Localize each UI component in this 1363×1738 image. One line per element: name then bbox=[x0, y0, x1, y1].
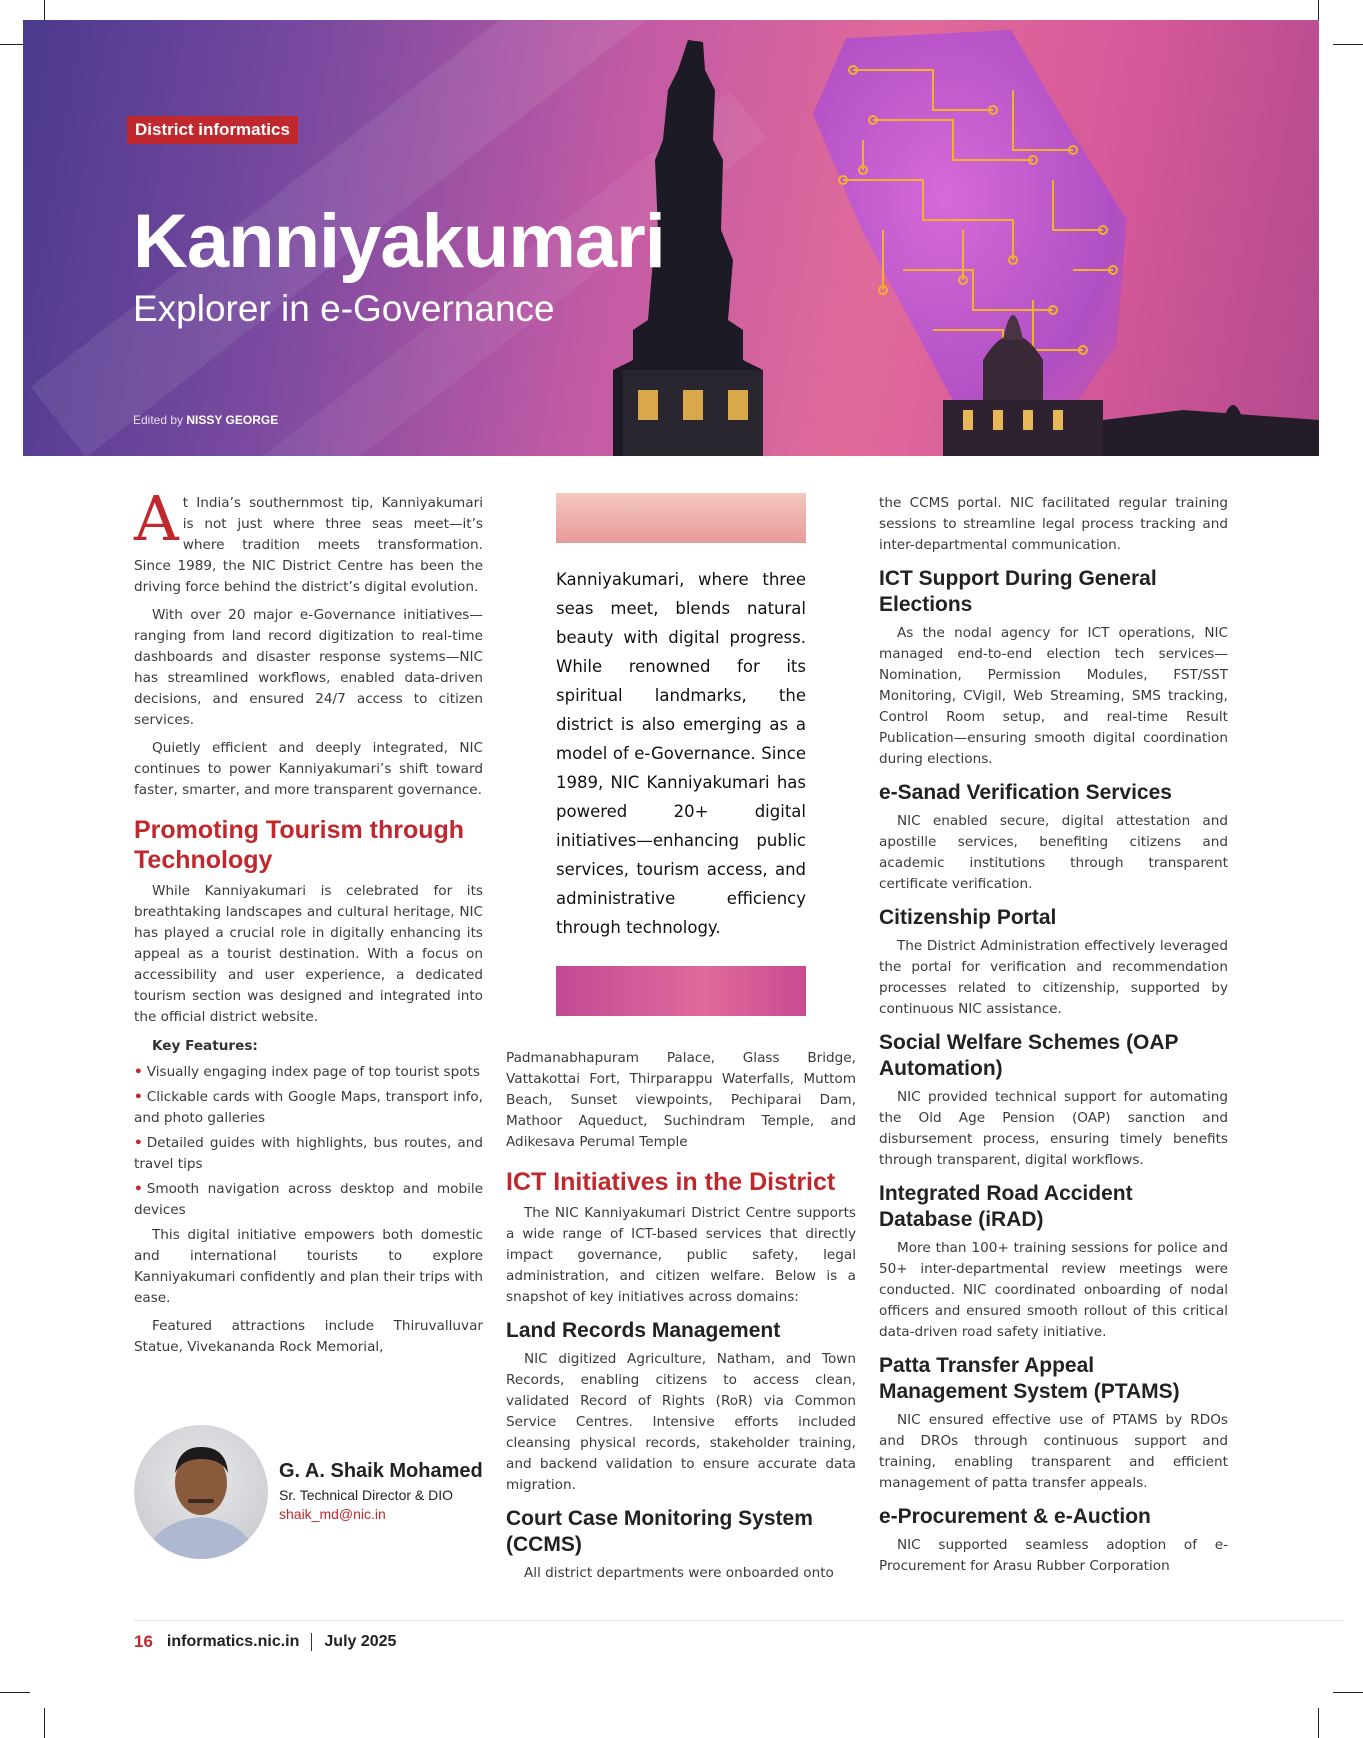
page-footer bbox=[134, 1632, 396, 1652]
subheading-ptams: Patta Transfer Appeal Management System (PTAMS) bbox=[879, 1354, 1180, 1403]
list-item-text: Detailed guides with highlights, bus routes, and travel tips bbox=[134, 1135, 483, 1172]
paragraph: Quietly efficient and deeply integrated, NIC continues to power Kanniyakumari’s shift toward faster, smarter, and more transparent governance. bbox=[134, 740, 483, 798]
paragraph: NIC ensured effective use of PTAMS by RDOs and DROs through continuous support and training, enabling transparent and efficient management of patta transfer appeals. bbox=[879, 1412, 1228, 1491]
author-name: G. A. Shaik Mohamed bbox=[279, 1460, 483, 1482]
paragraph: NIC enabled secure, digital attestation and apostille services, benefiting citizens and academic institutions through transparent certificate verification. bbox=[879, 813, 1228, 892]
bullet-icon: • bbox=[134, 1181, 143, 1197]
subheading-land-records: Land Records Management bbox=[506, 1319, 781, 1342]
pull-quote-decoration bbox=[556, 966, 806, 1016]
crop-mark bbox=[1333, 44, 1363, 45]
footer-divider bbox=[134, 1620, 1344, 1621]
author-role: Sr. Technical Director & DIO bbox=[279, 1487, 454, 1503]
paragraph: NIC digitized Agriculture, Natham, and Town Records, enabling citizens to access clean, validated Record of Rights (RoR) via Common Service Centres. Intensive efforts included cleansing physical records, stakeholder training, and backend validation to ensure accurate data migration. bbox=[506, 1351, 856, 1493]
list-item bbox=[134, 1087, 483, 1129]
bullet-icon: • bbox=[134, 1135, 143, 1151]
paragraph: Featured attractions include Thiruvalluvar Statue, Vivekananda Rock Memorial, bbox=[134, 1318, 483, 1355]
key-features-list bbox=[134, 1062, 483, 1221]
key-features-label: Key Features: bbox=[152, 1038, 258, 1054]
paragraph: the CCMS portal. NIC facilitated regular training sessions to streamline legal process tracking and inter-departmental communication. bbox=[879, 495, 1228, 553]
pull-quote: Kanniyakumari, where three seas meet, blends natural beauty with digital progress. While renowned for its spiritual landmarks, the district is also emerging as a model of e-Governance. Since 1989, NIC Kanniyakumari has powered 20+ digital initiatives—enhancing public services, tourism access, and administrative efficiency through technology. bbox=[556, 570, 806, 937]
author-portrait-graphic bbox=[134, 1425, 268, 1559]
bullet-icon: • bbox=[134, 1089, 143, 1105]
bullet-icon: • bbox=[134, 1064, 143, 1080]
paragraph: All district departments were onboarded onto bbox=[524, 1565, 834, 1581]
author-photo bbox=[134, 1425, 268, 1559]
crop-mark bbox=[0, 1692, 30, 1693]
drop-cap: A bbox=[134, 482, 179, 555]
paragraph: As the nodal agency for ICT operations, NIC managed end-to-end election tech services—Nomination, Permission Modules, FST/SST Monitoring, CVigil, Web Streaming, SMS tracking, Control Room setup, and real-time Result Publication—ensuring smooth digital coordination during elections. bbox=[879, 625, 1228, 767]
footer-site-link[interactable]: informatics.nic.in bbox=[166, 1633, 300, 1650]
memorial-temple-graphic bbox=[923, 270, 1319, 456]
hero-banner bbox=[23, 20, 1319, 456]
author-email-link[interactable]: shaik_md@nic.in bbox=[279, 1506, 386, 1522]
crop-mark bbox=[1318, 1708, 1319, 1738]
list-item-text: Visually engaging index page of top tourist spots bbox=[146, 1064, 480, 1080]
crop-mark bbox=[1333, 1692, 1363, 1693]
editor-credit bbox=[133, 413, 278, 427]
paragraph: The NIC Kanniyakumari District Centre supports a wide range of ICT-based services that directly impact governance, public safety, legal administration, and citizen welfare. Below is a snapshot of key initiatives across domains: bbox=[506, 1205, 856, 1305]
list-item-text: Clickable cards with Google Maps, transport info, and photo galleries bbox=[134, 1089, 483, 1126]
paragraph: NIC provided technical support for automating the Old Age Pension (OAP) sanction and disbursement process, ensuring timely benefits through transparent, digital workflows. bbox=[879, 1089, 1228, 1168]
intro-text: t India’s southernmost tip, Kanniyakumari is not just where three seas meet—it’s where tradition meets transformation. Since 1989, the NIC District Centre has been the driving force behind the district’s digital evolution. bbox=[134, 495, 483, 595]
article-column-3 bbox=[879, 493, 1228, 1584]
paragraph: The District Administration effectively leveraged the portal for verification and recommendation processes related to citizenship, supported by continuous NIC assistance. bbox=[879, 938, 1228, 1017]
subheading-eprocurement: e-Procurement & e-Auction bbox=[879, 1505, 1151, 1528]
list-item bbox=[134, 1062, 483, 1083]
article-column-1 bbox=[134, 482, 483, 1365]
section-tag: District informatics bbox=[127, 116, 298, 144]
subheading-esanad: e-Sanad Verification Services bbox=[879, 781, 1172, 804]
editor-name: NISSY GEORGE bbox=[186, 413, 279, 427]
list-item bbox=[134, 1179, 483, 1221]
paragraph: More than 100+ training sessions for police and 50+ inter-departmental review meetings were conducted. NIC coordinated onboarding of nodal officers and ensured smooth rollout of this critical data-driven road safety initiative. bbox=[879, 1240, 1228, 1340]
subheading-citizenship: Citizenship Portal bbox=[879, 906, 1057, 929]
subheading-ccms: Court Case Monitoring System (CCMS) bbox=[506, 1507, 813, 1556]
list-item-text: Smooth navigation across desktop and mobile devices bbox=[134, 1181, 483, 1218]
pull-quote-decoration bbox=[556, 493, 806, 543]
editor-prefix: Edited by bbox=[133, 413, 184, 427]
subheading-elections: ICT Support During General Elections bbox=[879, 567, 1157, 616]
subheading-irad: Integrated Road Accident Database (iRAD) bbox=[879, 1182, 1133, 1231]
paragraph: While Kanniyakumari is celebrated for its breathtaking landscapes and cultural heritage, NIC has played a crucial role in digitally enhancing its appeal as a tourist destination. With a focus on accessibility and user experience, a dedicated tourism section was designed and integrated into the official district website. bbox=[134, 883, 483, 1025]
paragraph: NIC supported seamless adoption of e-Procurement for Arasu Rubber Corporation bbox=[879, 1537, 1228, 1574]
article-column-2 bbox=[506, 493, 856, 1591]
subheading-welfare: Social Welfare Schemes (OAP Automation) bbox=[879, 1031, 1179, 1080]
page-number: 16 bbox=[134, 1632, 153, 1651]
footer-separator bbox=[311, 1633, 312, 1651]
page-title: Kanniyakumari bbox=[133, 199, 665, 284]
list-item bbox=[134, 1133, 483, 1175]
page-subtitle: Explorer in e-Governance bbox=[133, 288, 555, 329]
section-heading-ict: ICT Initiatives in the District bbox=[506, 1168, 836, 1196]
crop-mark bbox=[44, 1708, 45, 1738]
issue-date: July 2025 bbox=[324, 1633, 397, 1650]
intro-paragraph bbox=[134, 482, 483, 598]
paragraph: This digital initiative empowers both domestic and international tourists to explore Kanniyakumari confidently and plan their trips with ease. bbox=[134, 1227, 483, 1306]
paragraph: With over 20 major e-Governance initiatives—ranging from land record digitization to real-time dashboards and disaster response systems—NIC has streamlined workflows, enabled data-driven decisions, and ensured 24/7 access to citizen services. bbox=[134, 607, 483, 728]
paragraph: Padmanabhapuram Palace, Glass Bridge, Vattakottai Fort, Thirparappu Waterfalls, Muttom Beach, Sunset viewpoints, Pechiparai Dam, Mathoor Aqueduct, Suchindram Temple, and Adikesava Perumal Temple bbox=[506, 1050, 856, 1150]
section-heading-tourism: Promoting Tourism through Technology bbox=[134, 816, 465, 874]
